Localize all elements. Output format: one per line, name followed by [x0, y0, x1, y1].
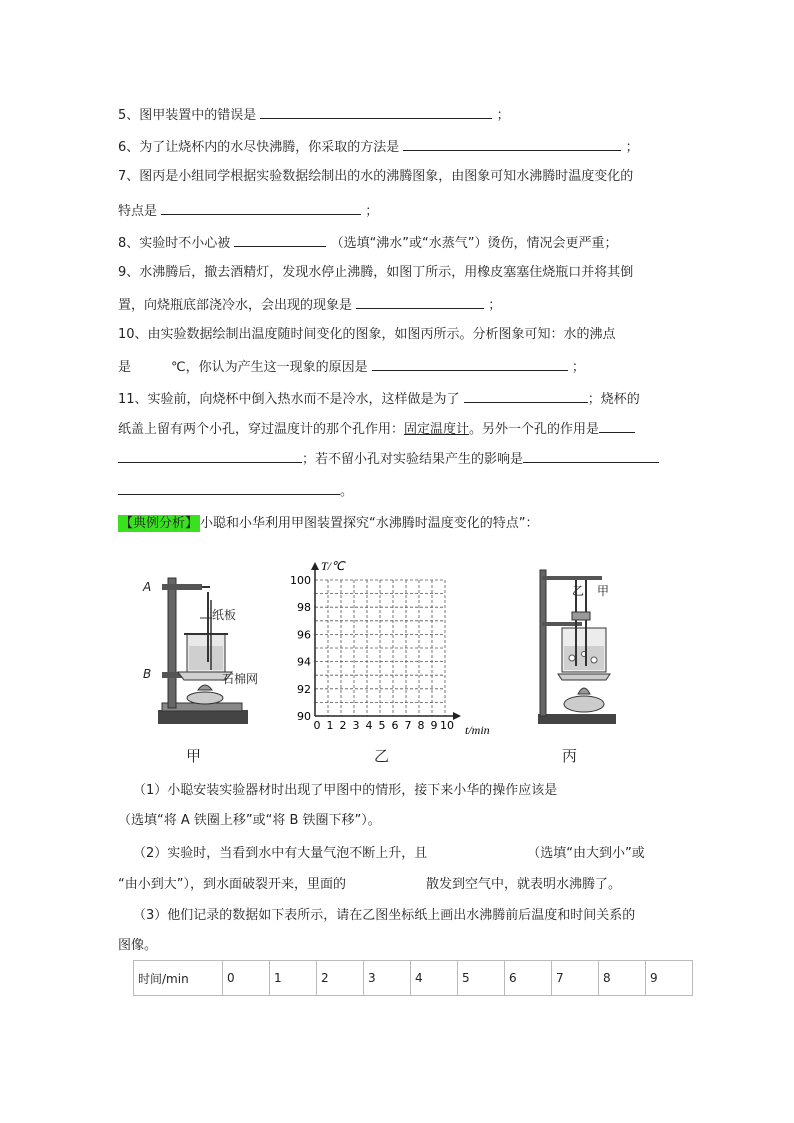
q10-blank[interactable]: [372, 356, 568, 371]
q11-line3: ；若不留小孔对实验结果产生的影响是: [118, 448, 659, 469]
q10-line2: 是 ℃，你认为产生这一现象的原因是 ；: [118, 356, 585, 377]
y-tick-label: 94: [297, 655, 311, 669]
coordinate-grid-yi: [285, 556, 515, 746]
p3-line2: 图像。: [118, 938, 158, 953]
q7-blank[interactable]: [161, 200, 361, 215]
q11-blank4[interactable]: [523, 448, 659, 463]
q6-blank[interactable]: [403, 136, 621, 151]
figure-label-bing: 丙: [562, 747, 578, 765]
x-tick-label: 6: [391, 719, 399, 732]
q11-line1: 11、实验前，向烧杯中倒入热水而不是冷水，这样做是为了 ；烧杯的: [118, 388, 640, 409]
example-line: 【典例分析】 小聪和小华利用甲图装置探究“水沸腾时温度变化的特点”：: [120, 516, 539, 531]
example-tag: 【典例分析】: [120, 516, 199, 531]
table-cell[interactable]: 7: [552, 961, 599, 996]
table-row: [134, 961, 693, 996]
y-axis-label: T/℃: [321, 559, 345, 573]
q8-blank[interactable]: [234, 232, 326, 247]
figure-label-jia: 甲: [186, 747, 202, 765]
q6-line: 6、为了让烧杯内的水尽快沸腾，你采取的方法是 ；: [118, 136, 639, 157]
x-axis-label: t/min: [465, 723, 490, 737]
table-cell[interactable]: 8: [599, 961, 646, 996]
table-cell[interactable]: 9: [646, 961, 693, 996]
x-tick-label: 3: [352, 719, 360, 732]
p2-line2: “由小到大”），到水面破裂开来，里面的 散发到空气中，就表明水沸腾了。: [118, 877, 621, 892]
x-axis-arrow: [453, 712, 461, 720]
q11-line2: 纸盖上留有两个小孔，穿过温度计的那个孔作用：固定温度计。另外一个孔的作用是: [118, 418, 635, 439]
p1-line2: （选填“将 A 铁圈上移”或“将 B 铁圈下移”）。: [118, 813, 381, 828]
y-axis-arrow: [311, 562, 319, 570]
q7-line2: 特点是 ；: [118, 200, 378, 221]
y-tick-label: 96: [297, 628, 311, 642]
p3-line1: （3）他们记录的数据如下表所示，请在乙图坐标纸上画出水沸腾前后温度和时间关系的: [133, 908, 636, 923]
data-table: [133, 960, 693, 996]
table-header-cell: 时间/min: [134, 961, 223, 996]
y-tick-label: 100: [290, 574, 311, 587]
q9-line1: 9、水沸腾后，撤去酒精灯，发现水停止沸腾，如图丁所示，用橡皮塞塞住烧瓶口并将其倒: [118, 265, 634, 280]
table-cell[interactable]: 1: [270, 961, 317, 996]
table-cell[interactable]: 5: [458, 961, 505, 996]
q11-blank1[interactable]: [464, 388, 588, 403]
y-tick-label: 92: [297, 682, 311, 696]
table-cell[interactable]: 6: [505, 961, 552, 996]
p2-line1: （2）实验时，当看到水中有大量气泡不断上升，且 （选填“由大到小”或: [133, 846, 645, 861]
x-tick-label: 9: [430, 719, 438, 732]
table-cell[interactable]: 3: [364, 961, 411, 996]
x-tick-label: 0: [313, 719, 321, 732]
q11-blank5[interactable]: [118, 480, 340, 495]
label-paper: 纸板: [212, 608, 237, 622]
q5-blank[interactable]: [260, 104, 492, 119]
x-tick-label: 4: [365, 719, 373, 732]
label-bing-yi: 乙: [572, 584, 585, 598]
x-tick-label: 2: [339, 719, 347, 732]
figure-label-yi: 乙: [374, 747, 390, 765]
label-gauze: 石棉网: [222, 672, 259, 686]
q11-line4: 。: [118, 480, 353, 501]
x-tick-label: 8: [417, 719, 425, 732]
q11-blank3[interactable]: [118, 448, 302, 463]
q9-line2: 置，向烧瓶底部浇冷水，会出现的现象是 ；: [118, 294, 501, 315]
y-tick-labels: [290, 574, 311, 723]
label-a: A: [143, 580, 152, 594]
x-tick-label: 10: [440, 719, 454, 732]
table-cell[interactable]: 4: [411, 961, 458, 996]
q9-blank[interactable]: [356, 294, 484, 309]
q7-line1: 7、图丙是小组同学根据实验数据绘制出的水的沸腾图象，由图象可知水沸腾时温度变化的: [118, 169, 634, 184]
label-b: B: [143, 667, 152, 681]
y-tick-label: 98: [297, 601, 311, 615]
q8-line: 8、实验时不小心被 （选填“沸水”或“水蒸气”）烫伤，情况会更严重；: [118, 232, 618, 253]
x-tick-label: 7: [404, 719, 412, 732]
x-tick-label: 1: [326, 719, 334, 732]
x-tick-labels: [314, 719, 455, 732]
q5-line: 5、图甲装置中的错误是 ；: [118, 104, 510, 125]
grid-lines: [315, 580, 445, 716]
table-cell[interactable]: 0: [223, 961, 270, 996]
q10-line1: 10、由实验数据绘制出温度随时间变化的图象，如图丙所示。分析图象可知：水的沸点: [118, 327, 616, 342]
q11-blank2[interactable]: [599, 418, 635, 433]
table-cell[interactable]: 2: [317, 961, 364, 996]
p1-line1: （1）小聪安装实验器材时出现了甲图中的情形，接下来小华的操作应该是: [133, 783, 558, 798]
x-tick-label: 5: [378, 719, 386, 732]
label-bing-jia: 甲: [597, 584, 610, 598]
y-tick-label: 90: [297, 710, 311, 723]
apparatus-jia-figure: [140, 570, 250, 740]
